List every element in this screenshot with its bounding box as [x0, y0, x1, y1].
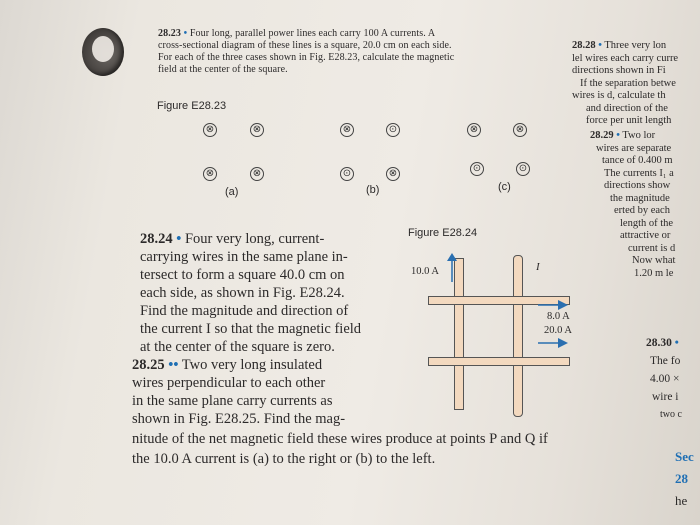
problem-text-line: at the center of the square is zero. [140, 339, 335, 355]
problem-text-line: For each of the three cases shown in Fig. E28.23, calculate the magnetic [158, 52, 455, 63]
binder-hole [82, 28, 124, 76]
current-into-page-icon: ⊗ [513, 123, 527, 137]
current-into-page-icon: ⊗ [203, 167, 217, 181]
section-heading-partial [675, 446, 700, 512]
current-label-20a: 20.0 A [544, 325, 573, 336]
problem-text-line: force per unit length [586, 115, 672, 126]
problem-text-line: Four very long, current- [184, 231, 325, 247]
problem-text-line: directions show [604, 180, 671, 191]
problem-text-line: length of the [620, 217, 674, 229]
problem-text-line: current is d [628, 242, 676, 254]
current-into-page-icon: ⊗ [203, 123, 217, 137]
problem-text-line: Two very long insulated [181, 357, 323, 373]
figure-label-b: (b) [366, 184, 380, 196]
problem-text-line: the magnitude [610, 192, 670, 204]
problem-text-line: field at the center of the square. [158, 64, 288, 75]
section-text-line: Sec [675, 449, 694, 464]
section-text-line: 28 [675, 471, 688, 486]
problem-text-line: Find the magnitude and direction of [140, 303, 349, 319]
problem-text-line: wire i [652, 391, 679, 403]
problem-text-line: shown in Fig. E28.25. Find the mag- [132, 411, 346, 427]
current-out-of-page-icon: ⊙ [470, 162, 484, 176]
difficulty-bullets: •• [168, 357, 179, 373]
problem-number: 28.28 [572, 40, 596, 51]
problem-text-line: directions shown in Fi [572, 65, 666, 76]
current-label-i: I [536, 261, 540, 273]
current-into-page-icon: ⊗ [386, 167, 400, 181]
problem-text-line: each side, as shown in Fig. E28.24. [140, 285, 345, 301]
right-column-28-30: 28.30 • The fo 4.00 × wire i two c [646, 334, 700, 424]
problem-number: 28.30 [646, 337, 672, 349]
problem-number: 28.25 [132, 357, 165, 373]
right-arrow-icon [538, 300, 568, 310]
problem-text-line: Now what [632, 255, 676, 266]
problem-text-line: two c [660, 409, 682, 420]
right-column-28-28: 28.28 • Three very lon lel wires each carry curre directions shown in Fi If the separation betwe wires is d, calculate th and direction of the force per unit length [572, 40, 696, 128]
figure-e28-24-title: Figure E28.24 [408, 227, 478, 239]
current-out-of-page-icon: ⊙ [516, 162, 530, 176]
problem-text-line: wires are separate [596, 142, 672, 154]
current-out-of-page-icon: ⊙ [340, 167, 354, 181]
problem-text-line: wires perpendicular to each other [132, 375, 326, 391]
difficulty-bullets: • [176, 231, 182, 247]
horizontal-wire [428, 357, 570, 366]
problem-text-line: lel wires each carry curre [572, 52, 679, 64]
vertical-wire [513, 255, 523, 417]
current-into-page-icon: ⊗ [250, 123, 264, 137]
right-column-28-29: 28.29 • Two lor wires are separate tance of 0.400 m The currents I₁ a directions show the magnitude erted by each length of the attractive or current is d Now what 1.20 m le [590, 130, 698, 280]
current-into-page-icon: ⊗ [467, 123, 481, 137]
problem-text-line: the current I so that the magnetic field [140, 321, 362, 337]
problem-text-line: The currents I₁ a [604, 167, 674, 179]
current-into-page-icon: ⊗ [340, 123, 354, 137]
problem-28-25 [132, 356, 672, 468]
section-text-line: he [675, 493, 688, 508]
difficulty-bullets: • [183, 28, 188, 39]
right-arrow-icon [538, 338, 568, 348]
problem-text-line: 1.20 m le [634, 267, 674, 279]
figure-label-a: (a) [225, 186, 239, 198]
current-label-8a: 8.0 A [547, 311, 570, 322]
problem-text-line: Three very lon [604, 40, 667, 51]
problem-number: 28.29 [590, 130, 614, 141]
problem-text-line: wires is d, calculate th [572, 90, 666, 101]
current-label-10a: 10.0 A [411, 266, 440, 277]
problem-text-line: Two lor [622, 130, 656, 141]
problem-number: 28.24 [140, 231, 173, 247]
current-out-of-page-icon: ⊙ [386, 123, 400, 137]
problem-text-line: The fo [650, 355, 681, 367]
problem-text-line: erted by each [614, 205, 670, 216]
problem-text-line: 4.00 × [650, 373, 680, 385]
problem-text-line: and direction of the [586, 102, 668, 114]
problem-text-line: tance of 0.400 m [602, 155, 673, 166]
problem-28-24 [140, 230, 400, 356]
problem-text-line: in the same plane carry currents as [132, 393, 333, 409]
problem-text-line: the 10.0 A current is (a) to the right or (b) to the left. [132, 451, 436, 467]
problem-text-line: attractive or [620, 230, 671, 241]
figure-e28-23-title: Figure E28.23 [157, 100, 227, 112]
up-arrow-icon [446, 253, 458, 283]
problem-text-line: If the separation betwe [580, 77, 676, 89]
problem-number: 28.23 [158, 28, 181, 39]
problem-text-line: cross-sectional diagram of these lines is a square, 20.0 cm on each side. [158, 40, 452, 51]
figure-label-c: (c) [498, 181, 511, 193]
current-into-page-icon: ⊗ [250, 167, 264, 181]
problem-text-line: carrying wires in the same plane in- [140, 249, 348, 265]
problem-text-line: nitude of the net magnetic field these wires produce at points P and Q if [132, 431, 548, 447]
problem-text-line: tersect to form a square 40.0 cm on [140, 267, 345, 283]
problem-text-line: Four long, parallel power lines each carry 100 A currents. A [189, 28, 436, 39]
problem-28-23 [158, 28, 558, 76]
